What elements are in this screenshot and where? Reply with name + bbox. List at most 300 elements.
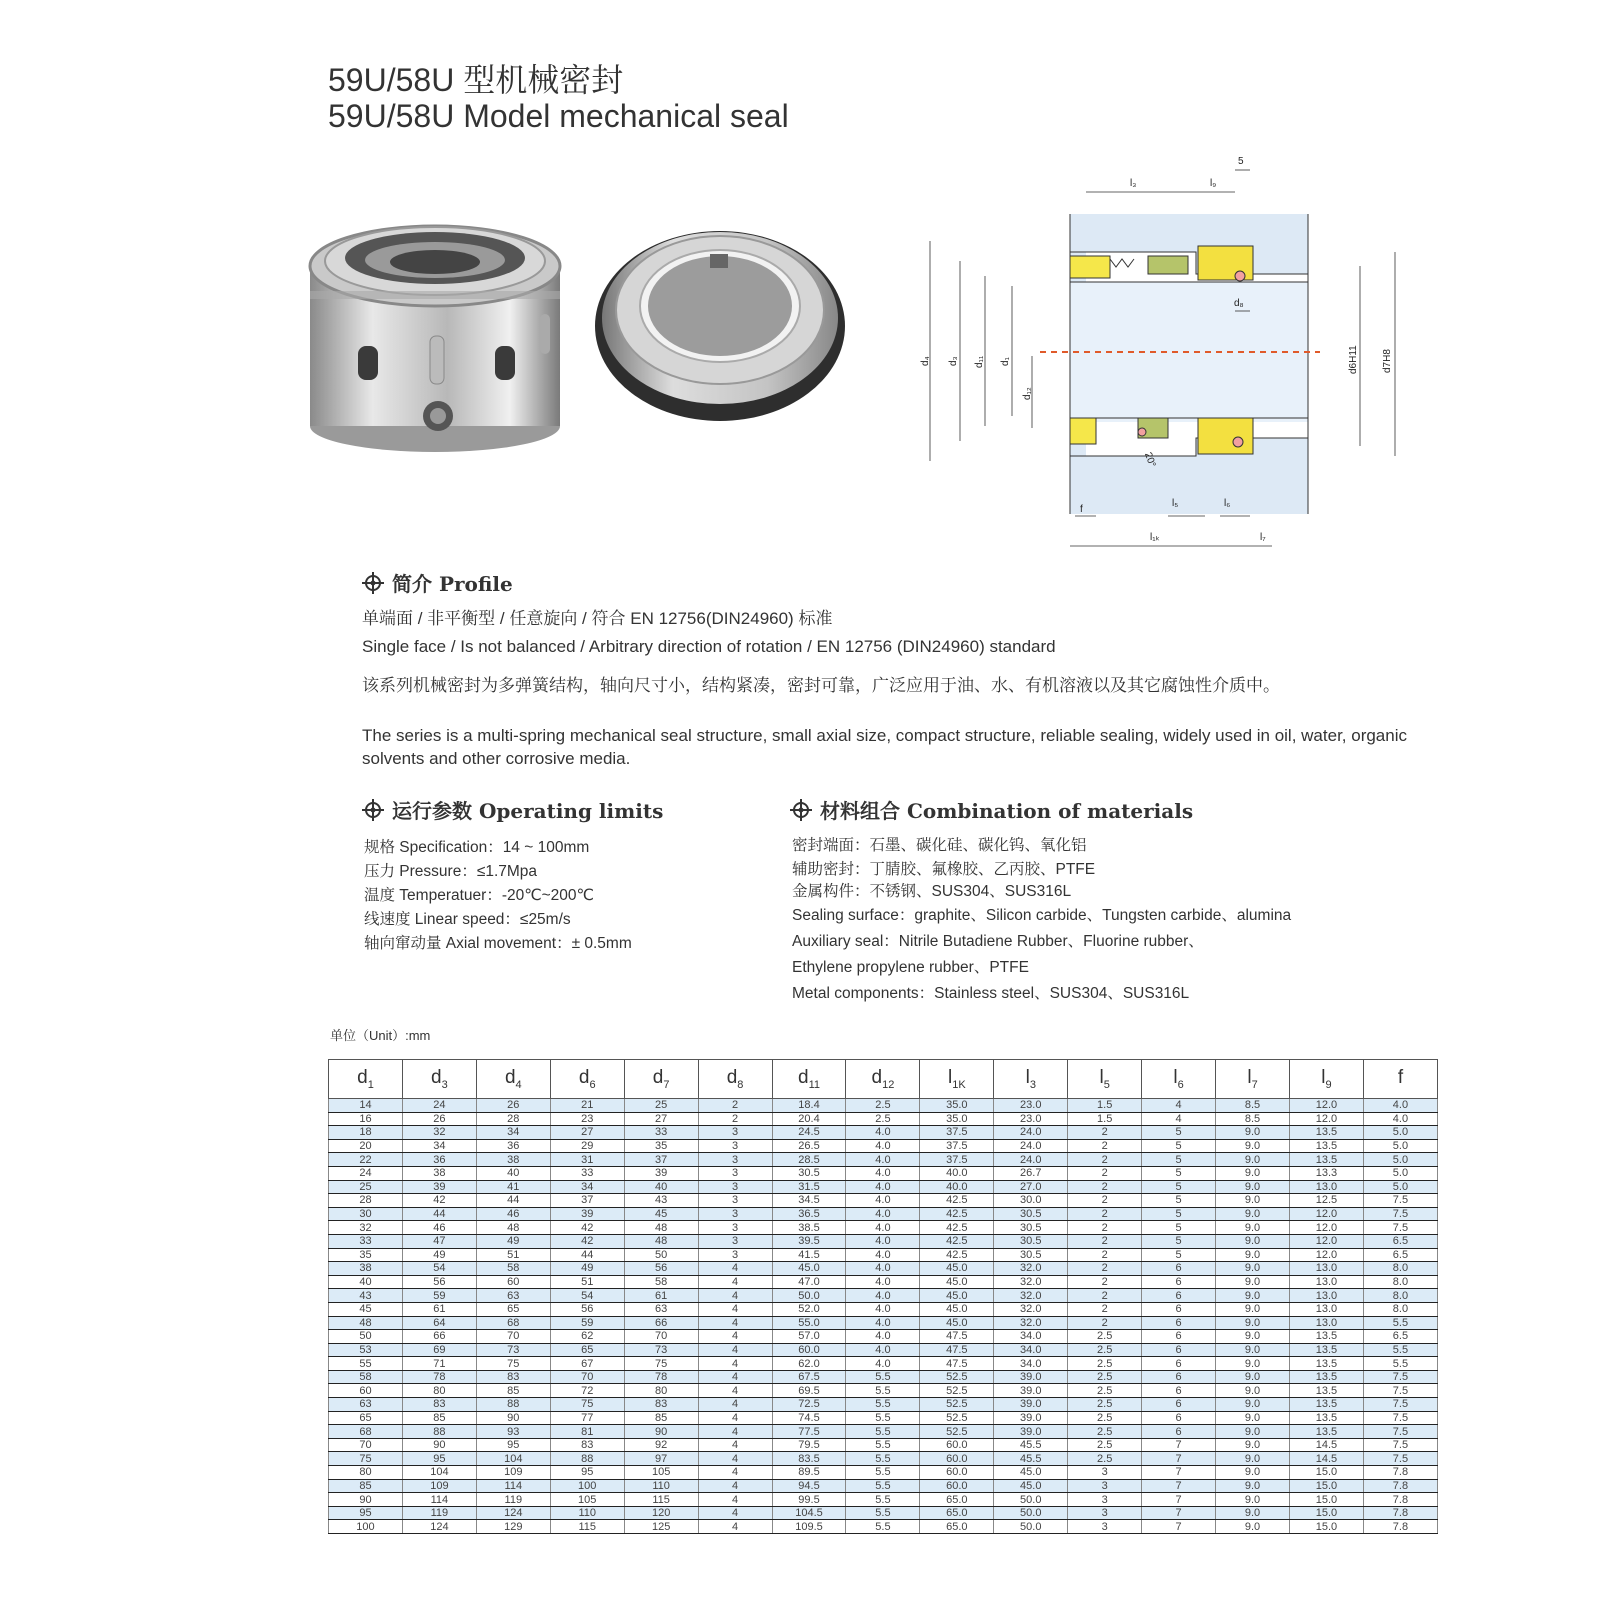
table-cell: 8.0 xyxy=(1363,1275,1437,1289)
table-cell: 30.0 xyxy=(994,1194,1068,1208)
table-cell: 5 xyxy=(1142,1194,1216,1208)
profile-line-cn: 单端面 / 非平衡型 / 任意旋向 / 符合 EN 12756(DIN24960) 标准 xyxy=(362,609,833,628)
column-header-symbol: l xyxy=(1025,1067,1030,1089)
table-cell: 50 xyxy=(624,1248,698,1262)
table-cell: 40 xyxy=(329,1275,403,1289)
table-cell: 2 xyxy=(1068,1234,1142,1248)
table-cell: 48 xyxy=(329,1316,403,1330)
spec-table xyxy=(328,1059,1438,1534)
table-cell: 55 xyxy=(329,1357,403,1371)
table-cell: 85 xyxy=(329,1479,403,1493)
table-cell: 27.0 xyxy=(994,1180,1068,1194)
table-cell: 45.0 xyxy=(920,1302,994,1316)
table-cell: 2.5 xyxy=(846,1099,920,1113)
table-cell: 36 xyxy=(402,1153,476,1167)
table-cell: 25 xyxy=(624,1099,698,1113)
table-cell: 4.0 xyxy=(846,1153,920,1167)
table-cell: 43 xyxy=(329,1289,403,1303)
table-cell: 97 xyxy=(624,1452,698,1466)
table-cell: 13.5 xyxy=(1289,1139,1363,1153)
table-cell: 42 xyxy=(402,1194,476,1208)
table-cell: 129 xyxy=(476,1520,550,1534)
table-cell: 63 xyxy=(624,1302,698,1316)
table-row xyxy=(329,1194,1438,1208)
table-cell: 5.5 xyxy=(846,1520,920,1534)
table-cell: 22 xyxy=(329,1153,403,1167)
table-cell: 52.5 xyxy=(920,1398,994,1412)
table-cell: 21 xyxy=(550,1099,624,1113)
materials-heading xyxy=(790,795,1193,824)
table-cell: 100 xyxy=(550,1479,624,1493)
table-cell: 90 xyxy=(476,1411,550,1425)
table-cell: 2.5 xyxy=(1068,1343,1142,1357)
table-cell: 20 xyxy=(329,1139,403,1153)
table-cell: 52.5 xyxy=(920,1425,994,1439)
table-cell: 83 xyxy=(476,1370,550,1384)
table-cell: 109 xyxy=(476,1466,550,1480)
profile-desc-cn: 该系列机械密封为多弹簧结构，轴向尺寸小，结构紧凑，密封可靠，广泛应用于油、水、有机溶液以及其它腐蚀性介质中。 xyxy=(362,676,1280,695)
table-cell: 5.0 xyxy=(1363,1126,1437,1140)
table-cell: 4.0 xyxy=(846,1166,920,1180)
table-cell: 72.5 xyxy=(772,1398,846,1412)
table-cell: 48 xyxy=(624,1221,698,1235)
table-cell: 35.0 xyxy=(920,1112,994,1126)
diagram-label-l9: l₉ xyxy=(1210,178,1217,189)
operating-heading-text: 运行参数 Operating limits xyxy=(392,799,664,823)
table-row xyxy=(329,1289,1438,1303)
table-cell: 2.5 xyxy=(1068,1411,1142,1425)
diagram-label-d3: d₃ xyxy=(948,356,959,366)
table-cell: 4.0 xyxy=(846,1289,920,1303)
table-cell: 12.0 xyxy=(1289,1221,1363,1235)
table-cell: 4.0 xyxy=(846,1194,920,1208)
materials-item: Sealing surface：graphite、Silicon carbide、Tungsten carbide、alumina xyxy=(792,907,1292,924)
table-cell: 12.0 xyxy=(1289,1248,1363,1262)
table-cell: 7 xyxy=(1142,1466,1216,1480)
table-row xyxy=(329,1275,1438,1289)
profile-heading-text: 简介 Profile xyxy=(392,572,513,596)
table-cell: 85 xyxy=(476,1384,550,1398)
table-cell: 60 xyxy=(476,1275,550,1289)
table-cell: 44 xyxy=(402,1207,476,1221)
table-cell: 7.5 xyxy=(1363,1411,1437,1425)
table-cell: 78 xyxy=(402,1370,476,1384)
table-cell: 9.0 xyxy=(1216,1330,1290,1344)
table-row xyxy=(329,1248,1438,1262)
table-cell: 70 xyxy=(476,1330,550,1344)
table-cell: 6 xyxy=(1142,1262,1216,1276)
table-cell: 88 xyxy=(550,1452,624,1466)
table-cell: 54 xyxy=(550,1289,624,1303)
column-header xyxy=(1142,1060,1216,1099)
table-cell: 5 xyxy=(1142,1139,1216,1153)
materials-item: Auxiliary seal：Nitrile Butadiene Rubber、Fluorine rubber、 xyxy=(792,933,1204,950)
diagram-label-l1k: l₁ₖ xyxy=(1150,532,1160,543)
table-cell: 12.5 xyxy=(1289,1194,1363,1208)
table-cell: 63 xyxy=(476,1289,550,1303)
table-cell: 50.0 xyxy=(994,1520,1068,1534)
column-header xyxy=(1216,1060,1290,1099)
table-cell: 30.5 xyxy=(994,1221,1068,1235)
column-header-symbol: d xyxy=(652,1067,664,1089)
table-cell: 4 xyxy=(698,1302,772,1316)
table-cell: 6.5 xyxy=(1363,1330,1437,1344)
table-cell: 124 xyxy=(402,1520,476,1534)
table-cell: 4 xyxy=(698,1289,772,1303)
table-cell: 35 xyxy=(624,1139,698,1153)
table-cell: 50.0 xyxy=(772,1289,846,1303)
table-row xyxy=(329,1234,1438,1248)
table-cell: 61 xyxy=(402,1302,476,1316)
table-cell: 2 xyxy=(1068,1275,1142,1289)
table-cell: 41 xyxy=(476,1180,550,1194)
column-header-subscript: 6 xyxy=(1177,1078,1184,1091)
table-cell: 33 xyxy=(550,1166,624,1180)
table-cell: 80 xyxy=(329,1466,403,1480)
table-cell: 2 xyxy=(1068,1207,1142,1221)
table-cell: 7 xyxy=(1142,1438,1216,1452)
table-cell: 110 xyxy=(550,1506,624,1520)
table-cell: 109 xyxy=(402,1479,476,1493)
table-cell: 2 xyxy=(1068,1262,1142,1276)
table-cell: 38 xyxy=(476,1153,550,1167)
table-cell: 5.5 xyxy=(1363,1316,1437,1330)
table-cell: 9.0 xyxy=(1216,1180,1290,1194)
table-cell: 4.0 xyxy=(846,1262,920,1276)
table-cell: 2 xyxy=(1068,1221,1142,1235)
operating-item: 规格 Specification：14 ~ 100mm xyxy=(364,839,590,856)
table-cell: 34 xyxy=(550,1180,624,1194)
table-cell: 31.5 xyxy=(772,1180,846,1194)
table-cell: 79.5 xyxy=(772,1438,846,1452)
table-cell: 32.0 xyxy=(994,1316,1068,1330)
column-header xyxy=(476,1060,550,1099)
table-cell: 9.0 xyxy=(1216,1275,1290,1289)
table-row xyxy=(329,1099,1438,1113)
table-cell: 60.0 xyxy=(920,1466,994,1480)
table-cell: 9.0 xyxy=(1216,1194,1290,1208)
materials-item: 金属构件：不锈钢、SUS304、SUS316L xyxy=(792,883,1072,900)
table-cell: 4 xyxy=(698,1493,772,1507)
table-cell: 77 xyxy=(550,1411,624,1425)
table-cell: 65.0 xyxy=(920,1520,994,1534)
table-cell: 105 xyxy=(624,1466,698,1480)
table-cell: 9.0 xyxy=(1216,1493,1290,1507)
table-cell: 33 xyxy=(329,1234,403,1248)
table-cell: 83.5 xyxy=(772,1452,846,1466)
table-cell: 4.0 xyxy=(846,1248,920,1262)
table-cell: 5.0 xyxy=(1363,1153,1437,1167)
table-cell: 6.5 xyxy=(1363,1248,1437,1262)
table-cell: 5.5 xyxy=(846,1370,920,1384)
table-cell: 69 xyxy=(402,1343,476,1357)
table-cell: 4.0 xyxy=(846,1357,920,1371)
table-row xyxy=(329,1466,1438,1480)
table-cell: 125 xyxy=(624,1520,698,1534)
table-cell: 40 xyxy=(476,1166,550,1180)
table-cell: 3 xyxy=(698,1194,772,1208)
table-cell: 25 xyxy=(329,1180,403,1194)
column-header xyxy=(846,1060,920,1099)
table-row xyxy=(329,1126,1438,1140)
table-cell: 3 xyxy=(698,1207,772,1221)
table-cell: 15.0 xyxy=(1289,1520,1363,1534)
table-cell: 56 xyxy=(550,1302,624,1316)
table-cell: 5.5 xyxy=(846,1479,920,1493)
table-cell: 9.0 xyxy=(1216,1289,1290,1303)
column-header xyxy=(772,1060,846,1099)
table-cell: 6 xyxy=(1142,1384,1216,1398)
column-header-subscript: 3 xyxy=(1029,1078,1036,1091)
table-cell: 65 xyxy=(550,1343,624,1357)
table-cell: 7.5 xyxy=(1363,1398,1437,1412)
table-row xyxy=(329,1330,1438,1344)
table-header-row xyxy=(329,1060,1438,1099)
table-row xyxy=(329,1316,1438,1330)
table-cell: 7.5 xyxy=(1363,1221,1437,1235)
table-cell: 6 xyxy=(1142,1289,1216,1303)
profile-desc-en: The series is a multi-spring mechanical seal structure, small axial size, compact structure, reliable sealing, widely used in oil, water, organic solvents and other corrosive media. xyxy=(362,726,1407,768)
diagram-label-d6: d6H11 xyxy=(1348,345,1359,374)
table-cell: 52.0 xyxy=(772,1302,846,1316)
table-cell: 5.5 xyxy=(846,1452,920,1466)
table-cell: 58 xyxy=(329,1370,403,1384)
table-cell: 9.0 xyxy=(1216,1343,1290,1357)
column-header-symbol: l xyxy=(1173,1067,1178,1089)
table-cell: 13.5 xyxy=(1289,1398,1363,1412)
column-header-symbol: l xyxy=(947,1067,953,1089)
column-header xyxy=(402,1060,476,1099)
column-header xyxy=(994,1060,1068,1099)
table-cell: 26 xyxy=(402,1112,476,1126)
column-header xyxy=(698,1060,772,1099)
table-cell: 42.5 xyxy=(920,1248,994,1262)
column-header xyxy=(329,1060,403,1099)
table-cell: 7.8 xyxy=(1363,1520,1437,1534)
table-cell: 7.5 xyxy=(1363,1207,1437,1221)
table-cell: 2 xyxy=(698,1112,772,1126)
table-cell: 2 xyxy=(1068,1126,1142,1140)
table-cell: 4 xyxy=(1142,1112,1216,1126)
column-header-symbol: d xyxy=(726,1067,738,1089)
table-cell: 32.0 xyxy=(994,1302,1068,1316)
table-cell: 67.5 xyxy=(772,1370,846,1384)
table-cell: 3 xyxy=(698,1139,772,1153)
table-cell: 39 xyxy=(624,1166,698,1180)
table-cell: 5.5 xyxy=(846,1425,920,1439)
table-cell: 34 xyxy=(402,1139,476,1153)
table-cell: 51 xyxy=(550,1275,624,1289)
table-cell: 4.0 xyxy=(1363,1112,1437,1126)
table-cell: 12.0 xyxy=(1289,1234,1363,1248)
table-cell: 5 xyxy=(1142,1221,1216,1235)
table-cell: 56 xyxy=(402,1275,476,1289)
table-cell: 9.0 xyxy=(1216,1153,1290,1167)
table-cell: 59 xyxy=(550,1316,624,1330)
table-cell: 16 xyxy=(329,1112,403,1126)
table-cell: 2.5 xyxy=(1068,1425,1142,1439)
table-cell: 5.5 xyxy=(846,1411,920,1425)
table-cell: 34.5 xyxy=(772,1194,846,1208)
table-cell: 39 xyxy=(550,1207,624,1221)
table-cell: 43 xyxy=(624,1194,698,1208)
table-cell: 39 xyxy=(402,1180,476,1194)
table-cell: 4 xyxy=(698,1438,772,1452)
table-row xyxy=(329,1112,1438,1126)
table-cell: 120 xyxy=(624,1506,698,1520)
table-cell: 45.0 xyxy=(994,1479,1068,1493)
table-cell: 62 xyxy=(550,1330,624,1344)
table-cell: 12.0 xyxy=(1289,1099,1363,1113)
table-cell: 32.0 xyxy=(994,1289,1068,1303)
table-cell: 2.5 xyxy=(846,1112,920,1126)
operating-item: 温度 Temperatuer：-20℃~200℃ xyxy=(364,887,594,904)
column-header-subscript: 4 xyxy=(515,1078,522,1091)
table-cell: 48 xyxy=(624,1234,698,1248)
table-cell: 54 xyxy=(402,1262,476,1276)
table-cell: 42.5 xyxy=(920,1221,994,1235)
table-cell: 30.5 xyxy=(994,1234,1068,1248)
column-header-subscript: 12 xyxy=(882,1078,895,1091)
table-cell: 3 xyxy=(698,1126,772,1140)
table-cell: 3 xyxy=(1068,1493,1142,1507)
table-cell: 5 xyxy=(1142,1180,1216,1194)
table-cell: 28 xyxy=(329,1194,403,1208)
diagram-label-d12: d₁₂ xyxy=(1022,387,1033,400)
table-cell: 2.5 xyxy=(1068,1452,1142,1466)
table-cell: 72 xyxy=(550,1384,624,1398)
table-cell: 68 xyxy=(329,1425,403,1439)
table-cell: 4 xyxy=(698,1425,772,1439)
table-cell: 60 xyxy=(329,1384,403,1398)
table-cell: 4.0 xyxy=(846,1343,920,1357)
table-cell: 49 xyxy=(550,1262,624,1276)
table-cell: 34 xyxy=(476,1126,550,1140)
table-cell: 2 xyxy=(1068,1166,1142,1180)
table-cell: 7 xyxy=(1142,1520,1216,1534)
table-cell: 6 xyxy=(1142,1330,1216,1344)
table-cell: 45.0 xyxy=(772,1262,846,1276)
table-cell: 12.0 xyxy=(1289,1112,1363,1126)
table-cell: 40.0 xyxy=(920,1180,994,1194)
table-cell: 4.0 xyxy=(1363,1099,1437,1113)
column-header-symbol: l xyxy=(1247,1067,1252,1089)
table-cell: 9.0 xyxy=(1216,1438,1290,1452)
table-cell: 47.0 xyxy=(772,1275,846,1289)
table-cell: 83 xyxy=(624,1398,698,1412)
table-cell: 99.5 xyxy=(772,1493,846,1507)
materials-heading-text: 材料组合 Combination of materials xyxy=(820,799,1194,823)
table-cell: 5 xyxy=(1142,1166,1216,1180)
table-cell: 39.5 xyxy=(772,1234,846,1248)
table-cell: 9.0 xyxy=(1216,1316,1290,1330)
materials-item: 辅助密封：丁腈胶、氟橡胶、乙丙胶、PTFE xyxy=(792,861,1096,878)
table-cell: 18.4 xyxy=(772,1099,846,1113)
table-cell: 4 xyxy=(698,1343,772,1357)
column-header xyxy=(1289,1060,1363,1099)
table-cell: 13.0 xyxy=(1289,1275,1363,1289)
table-cell: 5 xyxy=(1142,1248,1216,1262)
table-cell: 78 xyxy=(624,1370,698,1384)
table-cell: 7.5 xyxy=(1363,1452,1437,1466)
table-cell: 8.0 xyxy=(1363,1302,1437,1316)
table-body xyxy=(329,1099,1438,1534)
table-cell: 24 xyxy=(329,1166,403,1180)
table-cell: 2 xyxy=(1068,1194,1142,1208)
table-cell: 47.5 xyxy=(920,1343,994,1357)
table-cell: 8.0 xyxy=(1363,1289,1437,1303)
table-cell: 28.5 xyxy=(772,1153,846,1167)
table-cell: 5.0 xyxy=(1363,1139,1437,1153)
table-cell: 47.5 xyxy=(920,1330,994,1344)
table-cell: 36.5 xyxy=(772,1207,846,1221)
column-header-subscript: 7 xyxy=(1251,1078,1258,1091)
table-cell: 9.0 xyxy=(1216,1139,1290,1153)
table-cell: 3 xyxy=(1068,1466,1142,1480)
table-cell: 35 xyxy=(329,1248,403,1262)
table-cell: 55.0 xyxy=(772,1316,846,1330)
table-cell: 75 xyxy=(624,1357,698,1371)
table-cell: 60.0 xyxy=(920,1479,994,1493)
table-cell: 88 xyxy=(476,1398,550,1412)
table-row xyxy=(329,1425,1438,1439)
table-cell: 14.5 xyxy=(1289,1452,1363,1466)
table-cell: 5.5 xyxy=(846,1398,920,1412)
table-cell: 2 xyxy=(1068,1139,1142,1153)
table-cell: 37 xyxy=(550,1194,624,1208)
table-cell: 45.0 xyxy=(994,1466,1068,1480)
table-cell: 93 xyxy=(476,1425,550,1439)
table-cell: 85 xyxy=(624,1411,698,1425)
table-cell: 39.0 xyxy=(994,1411,1068,1425)
table-cell: 13.5 xyxy=(1289,1384,1363,1398)
table-cell: 100 xyxy=(329,1520,403,1534)
table-row xyxy=(329,1493,1438,1507)
table-cell: 45 xyxy=(624,1207,698,1221)
table-cell: 104 xyxy=(402,1466,476,1480)
table-cell: 7.8 xyxy=(1363,1466,1437,1480)
column-header-subscript: 8 xyxy=(737,1078,744,1091)
table-cell: 67 xyxy=(550,1357,624,1371)
lower-seal-section xyxy=(1070,418,1253,454)
table-cell: 15.0 xyxy=(1289,1493,1363,1507)
table-cell: 68 xyxy=(476,1316,550,1330)
table-cell: 47.5 xyxy=(920,1357,994,1371)
table-cell: 2 xyxy=(1068,1302,1142,1316)
table-cell: 32 xyxy=(329,1221,403,1235)
table-cell: 4 xyxy=(698,1479,772,1493)
table-cell: 75 xyxy=(550,1398,624,1412)
crosshair-icon xyxy=(362,572,384,594)
table-cell: 7.5 xyxy=(1363,1370,1437,1384)
operating-item: 线速度 Linear speed：≤25m/s xyxy=(364,911,571,928)
table-cell: 90 xyxy=(624,1425,698,1439)
materials-item: 密封端面：石墨、碳化硅、碳化钨、氧化铝 xyxy=(792,837,1087,854)
table-cell: 8.5 xyxy=(1216,1099,1290,1113)
table-cell: 124 xyxy=(476,1506,550,1520)
table-cell: 95 xyxy=(402,1452,476,1466)
table-cell: 23.0 xyxy=(994,1099,1068,1113)
column-header-subscript: 1K xyxy=(952,1078,966,1091)
table-cell: 5.0 xyxy=(1363,1166,1437,1180)
table-cell: 4 xyxy=(698,1520,772,1534)
table-cell: 6 xyxy=(1142,1302,1216,1316)
table-cell: 13.5 xyxy=(1289,1343,1363,1357)
column-header-symbol: d xyxy=(871,1067,883,1089)
column-header xyxy=(624,1060,698,1099)
table-cell: 44 xyxy=(550,1248,624,1262)
table-cell: 31 xyxy=(550,1153,624,1167)
